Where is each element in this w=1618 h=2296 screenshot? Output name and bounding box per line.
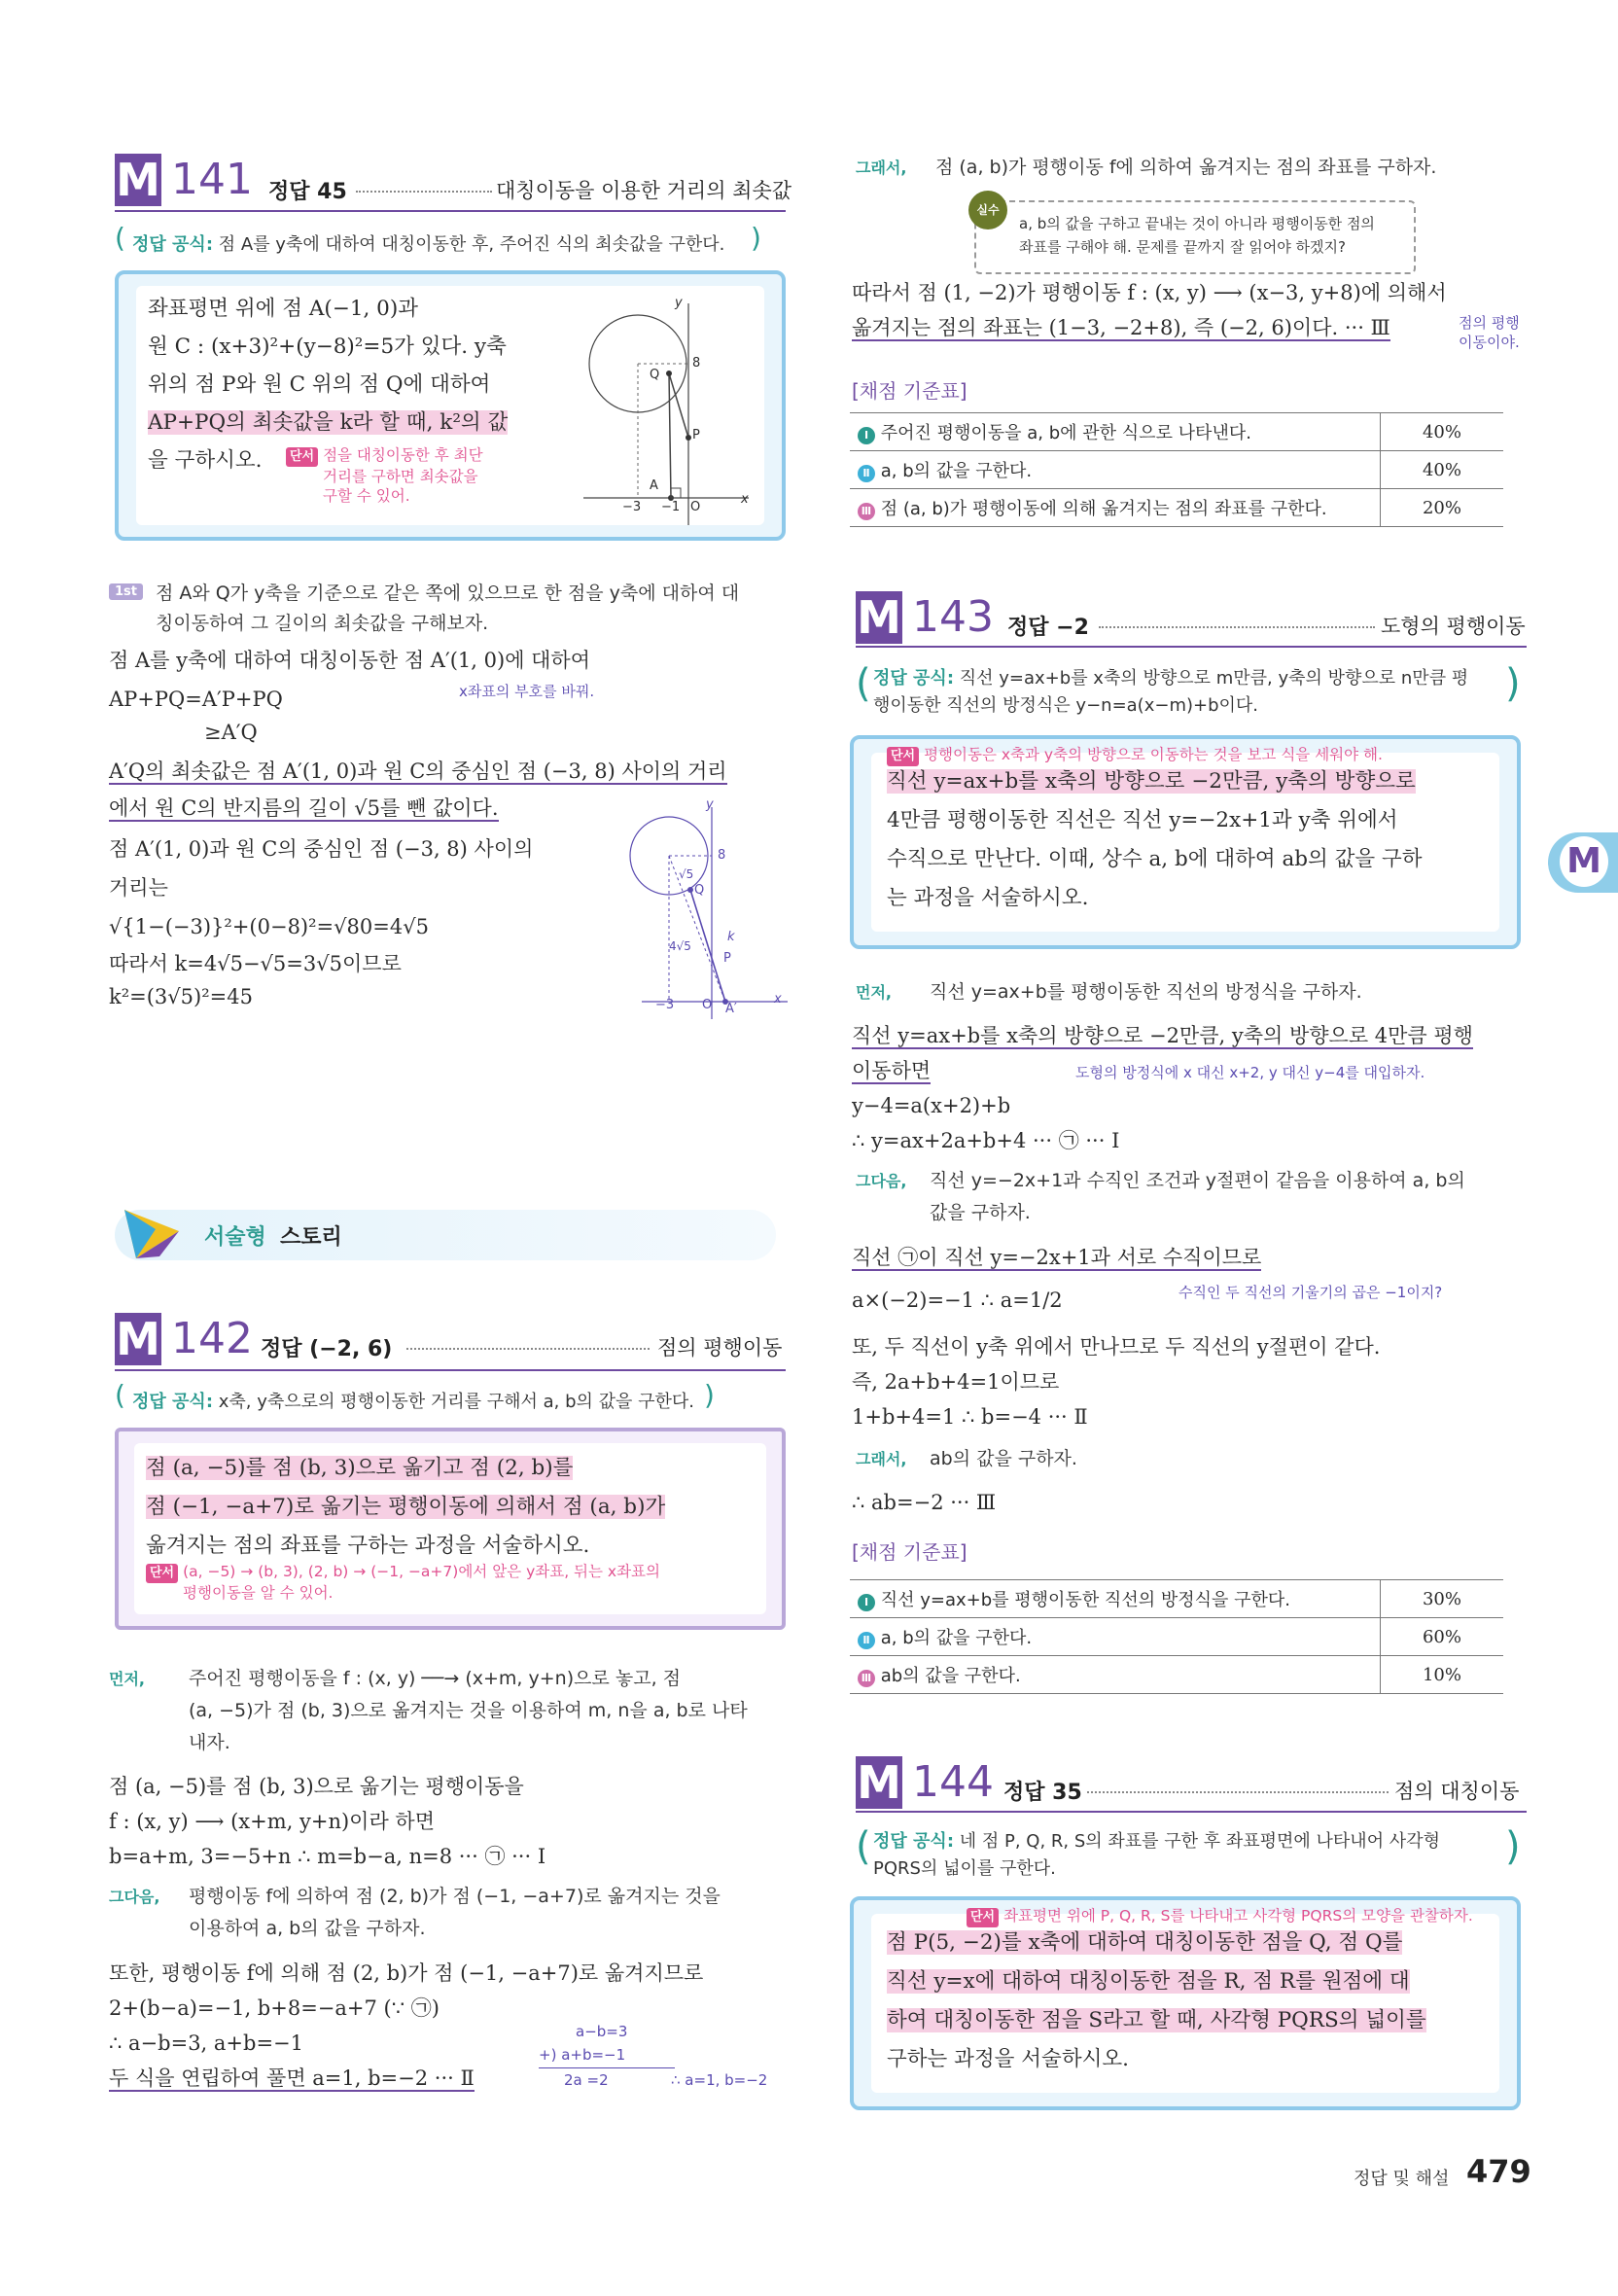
- solution-line: [109, 2064, 475, 2093]
- dot-leader: [406, 1348, 650, 1350]
- step-tag: 먼저,: [856, 983, 892, 1002]
- problem-highlight: 하여 대칭이동한 점을 S라고 할 때, 사각형 PQRS의 넓이를: [887, 2008, 1426, 2032]
- problem-line: 원 C : (x+3)²+(y−8)²=5가 있다. y축: [148, 335, 507, 359]
- solution-line: AP+PQ=A′P+PQ: [109, 688, 283, 711]
- dot-leader: [1099, 626, 1375, 628]
- header-rule: [115, 1369, 786, 1371]
- answer-label: 정답 −2: [1007, 616, 1089, 640]
- rubric-row: [850, 1580, 1503, 1618]
- solution-line: 2+(b−a)=−1, b+8=−a+7 (∵ ㉠): [109, 1996, 440, 2020]
- m-badge: M: [116, 154, 160, 206]
- rubric-percent: 40%: [1381, 451, 1504, 489]
- header-rule: [115, 210, 786, 212]
- solution-line: ∴ a−b=3, a+b=−1: [109, 2031, 304, 2055]
- calc-rule: [539, 2067, 675, 2068]
- hint-tag: 단서: [286, 447, 318, 467]
- solution-line: 점 A를 y축에 대하여 대칭이동한 점 A′(1, 0)에 대하여: [109, 649, 591, 672]
- warning-line: 좌표를 구해야 해. 문제를 끝까지 잘 읽어야 하겠지?: [1019, 238, 1346, 256]
- hint-tag: 단서: [967, 1908, 999, 1927]
- dot-leader: [1087, 1791, 1389, 1793]
- solution-line: a×(−2)=−1 ∴ a=1/2: [852, 1289, 1063, 1312]
- story-icon: [117, 1202, 187, 1266]
- solution-line: [852, 1243, 1261, 1272]
- topic-label: 점의 평행이동: [657, 1336, 783, 1360]
- underlined-text: 이동하면: [852, 1059, 932, 1082]
- step-tag: 그래서,: [856, 1450, 907, 1468]
- m-badge: M: [857, 1756, 901, 1809]
- formula-line: [132, 1388, 694, 1413]
- solution-line: y−4=a(x+2)+b: [852, 1094, 1011, 1117]
- solution-line: k²=(3√5)²=45: [109, 985, 253, 1008]
- bracket-close: ): [751, 222, 761, 254]
- side-note: 수직인 두 직선의 기울기의 곱은 −1이지?: [1178, 1284, 1443, 1301]
- formula-label: 정답 공식:: [132, 234, 214, 255]
- rubric-table: [850, 1579, 1503, 1694]
- topic-label: 점의 대칭이동: [1394, 1780, 1520, 1803]
- hint: [967, 1906, 1473, 1927]
- graph-label: √5: [679, 867, 694, 881]
- bracket-open: (: [856, 1824, 871, 1869]
- bracket-close: ): [1505, 1824, 1521, 1869]
- rubric-criterion: Ⅰ 주어진 평행이동을 a, b에 관한 식으로 나타낸다.: [850, 413, 1381, 451]
- axis-label: y: [675, 296, 683, 310]
- graph-label: k: [727, 930, 735, 944]
- calc-line: ∴ a=1, b=−2: [671, 2071, 768, 2089]
- step-tag: 그래서,: [856, 159, 907, 177]
- hint: [887, 745, 1383, 766]
- problem-line: 구하는 과정을 서술하시오.: [887, 2047, 1129, 2071]
- story-label: 서술형: [204, 1225, 266, 1250]
- solution-line: [109, 757, 727, 786]
- step-tag: 그다음,: [109, 1888, 160, 1906]
- solution-line: 즉, 2a+b+4=1이므로: [852, 1370, 1060, 1394]
- problem-line: 수직으로 만난다. 이때, 상수 a, b에 대하여 ab의 값을 구하: [887, 847, 1423, 871]
- side-tab-letter: M: [1560, 836, 1608, 887]
- graph-label: −1: [661, 500, 681, 514]
- graph-label: Q: [694, 883, 705, 898]
- hint-line: 평행이동을 알 수 있어.: [183, 1584, 334, 1602]
- solution-line: ∴ y=ax+2a+b+4 ··· ㉠ ··· Ⅰ: [852, 1129, 1120, 1152]
- header-rule: [856, 646, 1527, 648]
- underlined-text: 옮겨지는 점의 좌표는 (1−3, −2+8), 즉 (−2, 6)이다. ··· Ⅲ: [852, 316, 1390, 339]
- graph-label: 4√5: [669, 939, 691, 953]
- bracket-open: (: [115, 1379, 125, 1411]
- answer-label: 정답 (−2, 6): [261, 1337, 393, 1361]
- step-tag: 그다음,: [856, 1172, 907, 1190]
- axis-label: y: [706, 797, 714, 812]
- step-text: 직선 y=ax+b를 평행이동한 직선의 방정식을 구하자.: [930, 981, 1362, 1003]
- problem-line: [887, 2005, 1426, 2035]
- formula-label: 정답 공식:: [873, 1831, 955, 1852]
- problem-line: 좌표평면 위에 점 A(−1, 0)과: [148, 297, 418, 321]
- hint-line: (a, −5) → (b, 3), (2, b) → (−1, −a+7)에서 앞은 y좌표, 뒤는 x좌표의: [183, 1563, 661, 1580]
- solution-graph: [622, 797, 797, 1021]
- hint-line: 점을 대칭이동한 후 최단: [323, 446, 483, 464]
- rubric-criterion: Ⅲ ab의 값을 구한다.: [850, 1656, 1381, 1694]
- underlined-text: 직선 ㉠이 직선 y=−2x+1과 서로 수직이므로: [852, 1246, 1262, 1269]
- bracket-close: ): [704, 1379, 715, 1411]
- side-note: x좌표의 부호를 바꿔.: [459, 683, 595, 700]
- formula-text: 직선 y=ax+b를 x축의 방향으로 m만큼, y축의 방향으로 n만큼 평: [959, 668, 1469, 689]
- formula-line: [132, 230, 724, 256]
- step-text: (a, −5)가 점 (b, 3)으로 옮겨지는 것을 이용하여 m, n을 a, b로 나타: [189, 1700, 748, 1721]
- solution-line: [852, 313, 1390, 342]
- hint-line: 좌표평면 위에 P, Q, R, S를 나타내고 사각형 PQRS의 모양을 관찰하자.: [1003, 1907, 1473, 1925]
- problem-line: 을 구하시오.: [148, 448, 263, 473]
- side-note: [1459, 313, 1520, 352]
- formula-label: 정답 공식:: [873, 668, 955, 689]
- step-tag: 먼저,: [109, 1670, 145, 1688]
- calc-line: 2a =2: [564, 2071, 609, 2089]
- solution-line: 또, 두 직선이 y축 위에서 만나므로 두 직선의 y절편이 같다.: [852, 1335, 1381, 1359]
- solution-line: √{1−(−3)}²+(0−8)²=√80=4√5: [109, 915, 429, 938]
- step-text: 직선 y=−2x+1과 수직인 조건과 y절편이 같음을 이용하여 a, b의: [930, 1170, 1465, 1191]
- rubric-row: [850, 1656, 1503, 1694]
- rubric-title: [채점 기준표]: [852, 1540, 967, 1564]
- header-rule: [856, 1811, 1527, 1813]
- rubric-percent: 40%: [1381, 413, 1504, 451]
- problem-line: [887, 1927, 1402, 1958]
- rubric-percent: 60%: [1381, 1618, 1504, 1656]
- graph-label: Q: [650, 368, 660, 382]
- problem-line: 는 과정을 서술하시오.: [887, 886, 1089, 910]
- solution-line: 점 (a, −5)를 점 (b, 3)으로 옮기는 평행이동을: [109, 1775, 524, 1798]
- underlined-text: 에서 원 C의 반지름의 길이 √5를 뺀 값이다.: [109, 796, 499, 820]
- graph-label: −3: [622, 500, 642, 514]
- rubric-criterion: Ⅱ a, b의 값을 구한다.: [850, 1618, 1381, 1656]
- solution-line: 또한, 평행이동 f에 의해 점 (2, b)가 점 (−1, −a+7)로 옮겨지므로: [109, 1961, 704, 1985]
- problem-highlight: 점 (a, −5)를 점 (b, 3)으로 옮기고 점 (2, b)를: [146, 1456, 574, 1480]
- problem-highlight: 직선 y=ax+b를 x축의 방향으로 −2만큼, y축의 방향으로: [887, 769, 1416, 794]
- step-text: 점 A와 Q가 y축을 기준으로 같은 쪽에 있으므로 한 점을 y축에 대하여 대: [156, 583, 740, 604]
- side-note: 도형의 방정식에 x 대신 x+2, y 대신 y−4를 대입하자.: [1075, 1064, 1425, 1081]
- story-label-2: 스토리: [280, 1225, 342, 1250]
- graph-label: 8: [718, 848, 726, 863]
- topic-label: 도형의 평행이동: [1381, 615, 1526, 638]
- graph-label: P: [723, 951, 731, 966]
- formula-text: 행이동한 직선의 방정식은 y−n=a(x−m)+b이다.: [873, 695, 1259, 716]
- warning-text: [1019, 212, 1375, 259]
- step-text: 값을 구하자.: [930, 1202, 1031, 1223]
- rubric-table: [850, 412, 1503, 527]
- problem-line: [887, 1966, 1410, 1996]
- side-note-line: 점의 평행: [1459, 314, 1520, 332]
- topic-label: 대칭이동을 이용한 거리의 최솟값: [496, 179, 792, 202]
- calc-line: +) a+b=−1: [539, 2046, 626, 2064]
- page-number: 479: [1466, 2153, 1531, 2190]
- step-text: 칭이동하여 그 길이의 최솟값을 구해보자.: [156, 613, 489, 634]
- formula-text: 네 점 P, Q, R, S의 좌표를 구한 후 좌표평면에 나타내어 사각형: [959, 1831, 1440, 1852]
- step-tag: 1st: [109, 583, 143, 600]
- graph-label: O: [702, 998, 713, 1012]
- rubric-percent: 30%: [1381, 1580, 1504, 1618]
- problem-line: [146, 1492, 665, 1522]
- formula-text: PQRS의 넓이를 구한다.: [873, 1858, 1056, 1879]
- solution-line: 따라서 k=4√5−√5=3√5이므로: [109, 952, 402, 975]
- solution-line: [852, 1056, 931, 1085]
- warning-line: a, b의 값을 구하고 끝내는 것이 아니라 평행이동한 점의: [1019, 215, 1375, 232]
- hint: [286, 445, 483, 506]
- problem-number: 141: [171, 155, 253, 204]
- rubric-percent: 10%: [1381, 1656, 1504, 1694]
- rubric-row: [850, 1618, 1503, 1656]
- problem-line: [148, 407, 508, 438]
- step-text: ab의 값을 구하자.: [930, 1448, 1077, 1469]
- m-badge: M: [857, 591, 901, 644]
- graph-label: −3: [655, 998, 675, 1012]
- problem-line: [146, 1453, 573, 1483]
- footer-label: 정답 및 해설: [1354, 2169, 1450, 2189]
- rubric-criterion: Ⅰ 직선 y=ax+b를 평행이동한 직선의 방정식을 구한다.: [850, 1580, 1381, 1618]
- problem-highlight: 점 P(5, −2)를 x축에 대하여 대칭이동한 점을 Q, 점 Q를: [887, 1930, 1403, 1955]
- solution-line: [109, 794, 499, 823]
- hint-line: 평행이동은 x축과 y축의 방향으로 이동하는 것을 보고 식을 세워야 해.: [924, 746, 1383, 763]
- step-text: 주어진 평행이동을 f : (x, y) ──→ (x+m, y+n)으로 놓고, 점: [189, 1668, 682, 1689]
- rubric-title: [채점 기준표]: [852, 379, 967, 403]
- problem-number: 144: [912, 1757, 994, 1807]
- step-text: 평행이동 f에 의하여 점 (2, b)가 점 (−1, −a+7)로 옮겨지는 것을: [189, 1886, 721, 1907]
- formula-text: x축, y축으로의 평행이동한 거리를 구해서 a, b의 값을 구한다.: [218, 1392, 694, 1412]
- rubric-criterion: Ⅱ a, b의 값을 구한다.: [850, 451, 1381, 489]
- solution-line: b=a+m, 3=−5+n ∴ m=b−a, n=8 ··· ㉠ ··· Ⅰ: [109, 1845, 546, 1868]
- bracket-close: ): [1505, 661, 1521, 706]
- step-text: 이용하여 a, b의 값을 구하자.: [189, 1918, 426, 1939]
- m-badge: M: [116, 1313, 160, 1365]
- problem-highlight: 직선 y=x에 대하여 대칭이동한 점을 R, 점 R를 원점에 대: [887, 1969, 1410, 1994]
- dot-leader: [356, 191, 492, 193]
- problem-number: 142: [171, 1314, 253, 1363]
- problem-line: 위의 점 P와 원 C 위의 점 Q에 대하여: [148, 372, 491, 397]
- problem-line: 4만큼 평행이동한 직선은 직선 y=−2x+1과 y축 위에서: [887, 808, 1398, 832]
- rubric-row: [850, 489, 1503, 527]
- problem-line: [887, 766, 1416, 796]
- solution-line: 거리는: [109, 876, 168, 900]
- hint-line: 거리를 구하면 최솟값을: [323, 468, 478, 485]
- graph-label: P: [692, 428, 700, 442]
- underlined-text: 두 식을 연립하여 풀면 a=1, b=−2 ··· Ⅱ: [109, 2066, 475, 2090]
- graph-label: A′: [725, 1002, 737, 1016]
- side-note-line: 이동이야.: [1459, 334, 1520, 351]
- solution-line: [852, 1021, 1473, 1050]
- calc-line: a−b=3: [576, 2023, 628, 2040]
- hint-line: 구할 수 있어.: [323, 487, 410, 505]
- bracket-open: (: [115, 222, 125, 254]
- graph-label: 8: [692, 356, 701, 371]
- rubric-percent: 20%: [1381, 489, 1504, 527]
- graph-label: O: [690, 500, 701, 514]
- solution-line: 1+b+4=1 ∴ b=−4 ··· Ⅱ: [852, 1405, 1088, 1429]
- underlined-text: A′Q의 최솟값은 점 A′(1, 0)과 원 C의 중심인 점 (−3, 8) 사이의 거리: [109, 759, 727, 783]
- formula-text: 점 A를 y축에 대하여 대칭이동한 후, 주어진 식의 최솟값을 구한다.: [218, 234, 725, 255]
- formula-line: [873, 1828, 1440, 1883]
- problem-number: 143: [912, 592, 994, 642]
- step-text: 내자.: [189, 1732, 230, 1753]
- problem-graph: [574, 292, 768, 525]
- formula-label: 정답 공식:: [132, 1392, 214, 1412]
- underlined-text: 직선 y=ax+b를 x축의 방향으로 −2만큼, y축의 방향으로 4만큼 평행: [852, 1024, 1473, 1047]
- solution-line: 따라서 점 (1, −2)가 평행이동 f : (x, y) ⟶ (x−3, y+8)에 의해서: [852, 281, 1447, 304]
- answer-label: 정답 35: [1003, 1781, 1082, 1805]
- problem-line: 옮겨지는 점의 좌표를 구하는 과정을 서술하시오.: [146, 1534, 590, 1558]
- answer-label: 정답 45: [268, 180, 347, 204]
- hint-tag: 단서: [146, 1564, 178, 1583]
- solution-line: f : (x, y) ⟶ (x+m, y+n)이라 하면: [109, 1810, 435, 1833]
- warning-icon: 실수: [968, 191, 1007, 230]
- hint: [146, 1562, 660, 1603]
- solution-line: ∴ ab=−2 ··· Ⅲ: [852, 1491, 997, 1514]
- bracket-open: (: [856, 661, 871, 706]
- axis-label: x: [774, 992, 782, 1007]
- rubric-criterion: Ⅲ 점 (a, b)가 평행이동에 의해 옮겨지는 점의 좌표를 구한다.: [850, 489, 1381, 527]
- axis-label: x: [741, 492, 749, 507]
- graph-label: A: [650, 478, 658, 493]
- rubric-row: [850, 451, 1503, 489]
- problem-highlight: AP+PQ의 최솟값을 k라 할 때, k²의 값: [148, 410, 509, 435]
- step-text: 점 (a, b)가 평행이동 f에 의하여 옮겨지는 점의 좌표를 구하자.: [935, 157, 1437, 178]
- problem-highlight: 점 (−1, −a+7)로 옮기는 평행이동에 의해서 점 (a, b)가: [146, 1495, 666, 1519]
- formula-line: [873, 665, 1468, 720]
- solution-line: 점 A′(1, 0)과 원 C의 중심인 점 (−3, 8) 사이의: [109, 837, 534, 861]
- rubric-row: [850, 413, 1503, 451]
- solution-line: ≥A′Q: [204, 721, 258, 744]
- hint-tag: 단서: [887, 747, 919, 766]
